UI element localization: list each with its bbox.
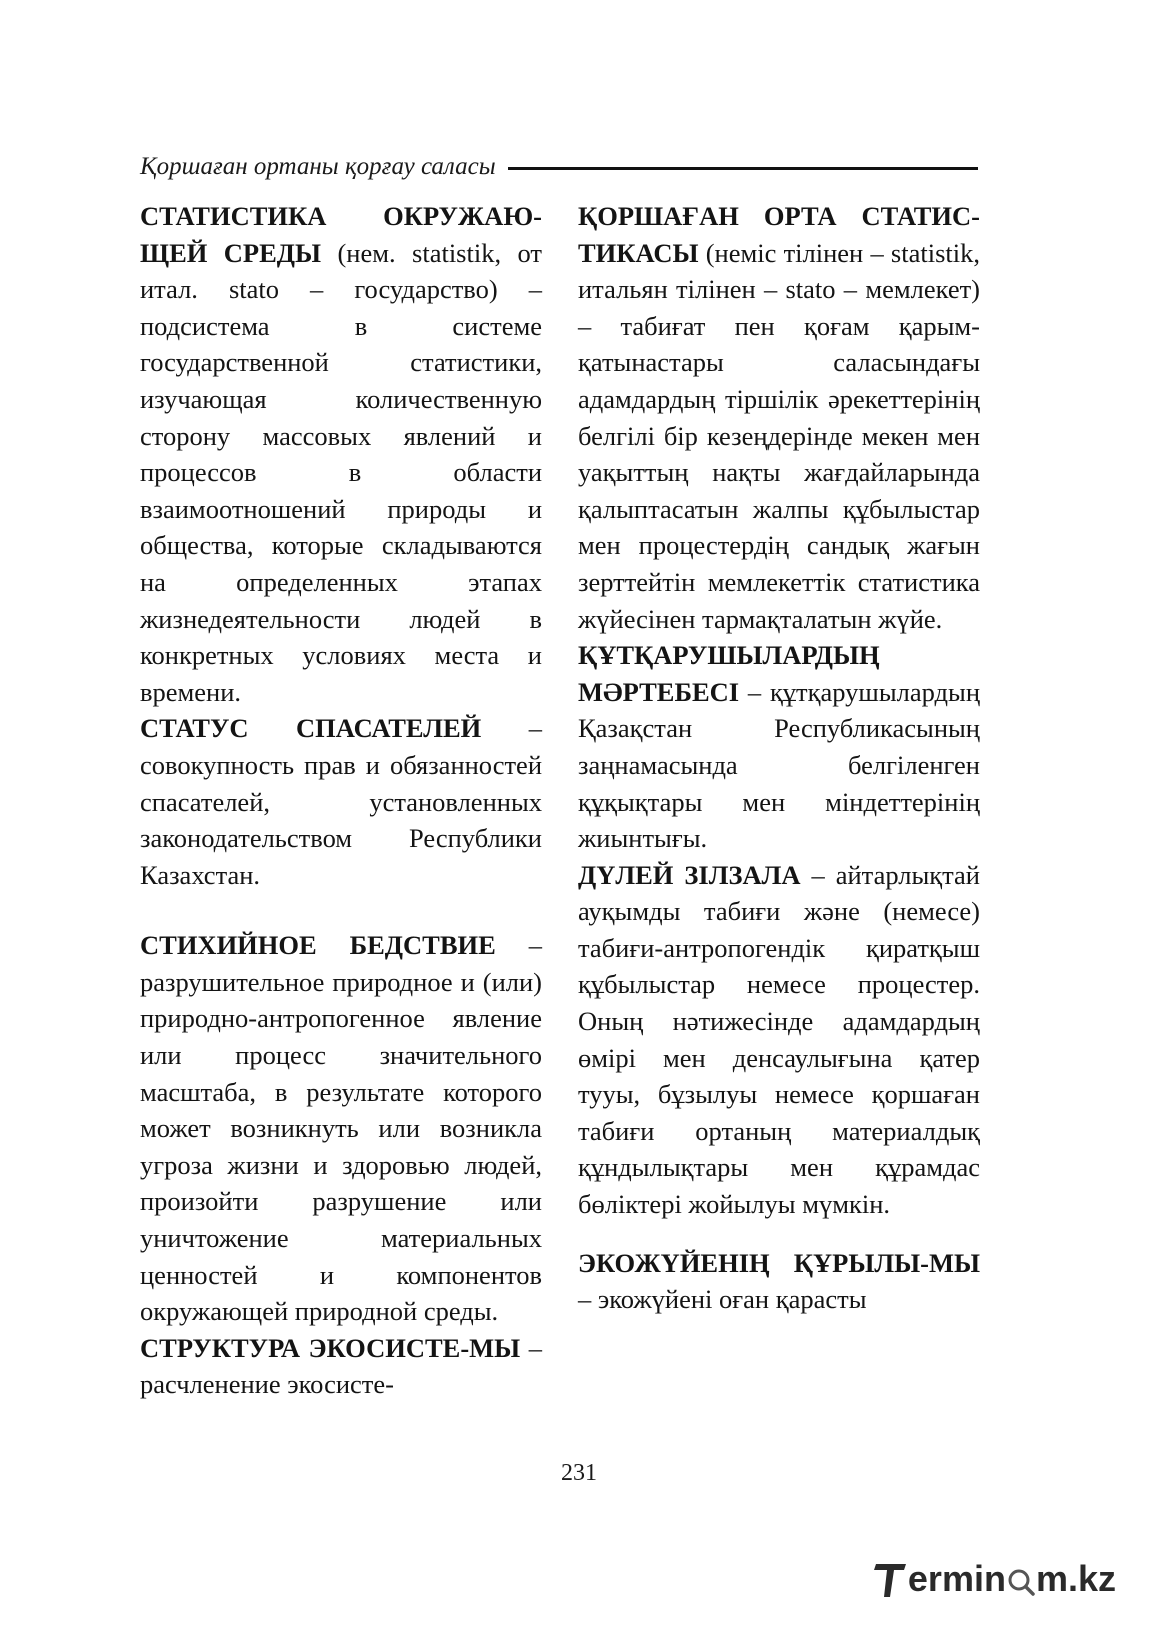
entry-statistics-environment-ru — [140, 198, 542, 710]
entry-rescuers-status-kz — [578, 637, 980, 857]
right-column — [578, 198, 980, 1318]
spacer — [140, 893, 542, 927]
entry-rescuers-status-ru — [140, 710, 542, 893]
entry-ecosystem-structure-kz — [578, 1245, 980, 1318]
entry-term: СТИХИЙНОЕ БЕДСТВИЕ — [140, 930, 496, 961]
entry-term: ДҮЛЕЙ ЗІЛЗАЛА — [578, 859, 801, 890]
watermark-logo — [874, 1557, 1116, 1601]
entry-natural-disaster-kz — [578, 857, 980, 1223]
entry-term: ҚОРШАҒАН ОРТА СТАТИС-ТИКАСЫ — [578, 201, 980, 268]
entry-term: СТАТИСТИКА ОКРУЖАЮ-ЩЕЙ СРЕДЫ — [140, 201, 542, 268]
magnifier-icon — [1006, 1562, 1036, 1596]
left-column — [140, 198, 542, 1403]
entry-term: ЭКОЖҮЙЕНІҢ ҚҰРЫЛЫ-МЫ — [578, 1247, 980, 1278]
entry-term: СТАТУС СПАСАТЕЛЕЙ — [140, 713, 482, 744]
entry-definition: – экожүйені оған қарасты — [578, 1284, 867, 1315]
entry-definition: (неміс тілінен – statistik, итальян тілінен – stato – мемлекет) – табиғат пен қоғам қарым-қатынастары саласындағы адамдардың тіршілік әрекеттерінің белгілі бір кезеңдерінде мекен мен уақыттың нақты жағдайларында қалыптасатын жалпы құбылыстар мен процестердің сандық жағын зерттейтін мемлекеттік статистика жүйесінен тармақталатын жүйе. — [578, 237, 980, 634]
entry-natural-disaster-ru — [140, 927, 542, 1330]
entry-definition: – разрушительное природное и (или) природно-антропогенное явление или процесс значительного масштаба, в результате которого может возникнуть или возникла угроза жизни и здоровью людей, произойти разрушение или уничтожение материальных ценностей и компонентов окружающей природной среды. — [140, 930, 542, 1327]
entry-definition: – айтарлықтай ауқымды табиғи және (немесе) табиғи-антропогендік қиратқыш құбылыстар немесе процестер. Оның нәтижесінде адамдардың өмірі мен денсаулығына қатер тууы, бұзылуы немесе қоршаған табиғи ортаның материалдық құндылықтары мен құрамдас бөліктері жойылуы мүмкін. — [578, 859, 980, 1220]
entry-statistics-environment-kz — [578, 198, 980, 637]
running-header — [140, 147, 978, 187]
header-rule — [508, 167, 978, 170]
entry-definition: (нем. statistik, от итал. stato – государство) – подсистема в системе государственной статистики, изучающая количественную сторону массовых явлений и процессов в области взаимоотношений природы и общества, которые складываются на определенных этапах жизнедеятельности людей в конкретных условиях места и времени. — [140, 237, 542, 707]
entry-definition: – құтқарушылардың Қазақстан Республикасының заңнамасында белгіленген құқықтары мен міндеттерінің жиынтығы. — [578, 676, 980, 854]
running-title: Қоршаған ортаны қорғау саласы — [140, 153, 496, 180]
entry-ecosystem-structure-ru — [140, 1330, 542, 1403]
spacer — [578, 1223, 980, 1245]
watermark-text-suffix: m.kz — [1035, 1558, 1116, 1599]
entry-term: СТРУКТУРА ЭКОСИСТЕ-МЫ — [140, 1332, 521, 1363]
watermark-text-prefix: ermin — [907, 1558, 1006, 1599]
page-number: 231 — [561, 1460, 597, 1486]
t-logo-icon — [874, 1559, 908, 1599]
entry-definition: – совокупность прав и обязанностей спасателей, установленных законодательством Республики Казахстан. — [140, 713, 543, 890]
entry-term: ҚҰТҚАРУШЫЛАРДЫҢ МӘРТЕБЕСІ — [578, 640, 880, 707]
entry-definition: – расчленение экосисте- — [140, 1332, 542, 1400]
